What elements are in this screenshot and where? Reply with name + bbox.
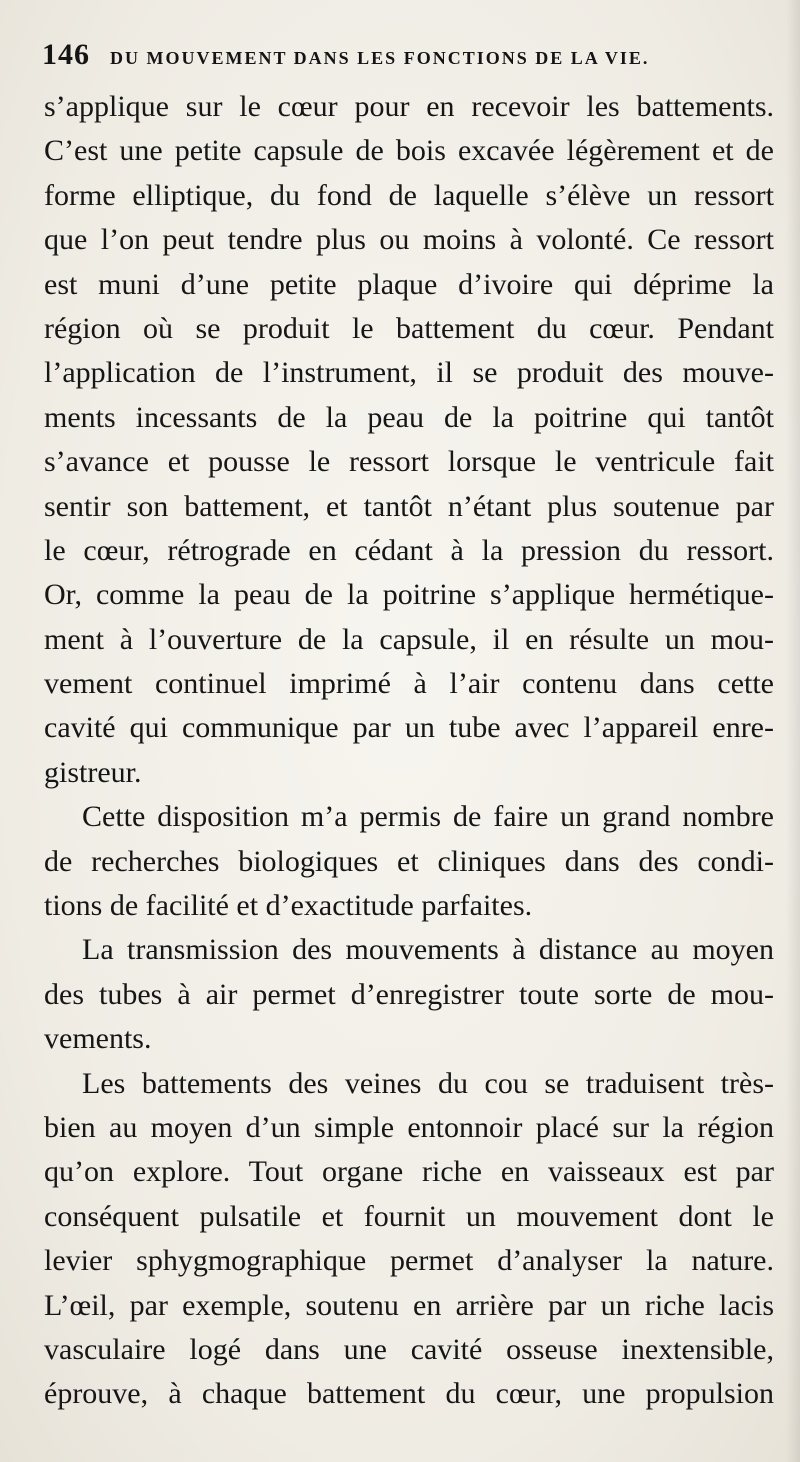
text-line: qu’on explore. Tout organe riche en vaisseaux est par [44, 1155, 774, 1189]
text-line: éprouve, à chaque battement du cœur, une propulsion [44, 1377, 774, 1411]
text-line: tions de facilité et d’exactitude parfaites. [44, 889, 533, 923]
page-edge-shadow [786, 0, 800, 1462]
text-line: des tubes à air permet d’enregistrer toute sorte de mou- [44, 977, 774, 1011]
text-line: est muni d’une petite plaque d’ivoire qui déprime la [44, 267, 774, 301]
text-line: cavité qui communique par un tube avec l’appareil enre- [44, 711, 774, 745]
text-line: s’applique sur le cœur pour en recevoir les battements. [44, 90, 774, 123]
text-line: l’application de l’instrument, il se produit des mouve- [44, 356, 774, 390]
text-line: ment à l’ouverture de la capsule, il en résulte un mou- [44, 622, 774, 656]
text-line: Or, comme la peau de la poitrine s’applique hermétique- [44, 578, 774, 612]
text-line: région où se produit le battement du cœur. Pendant [44, 311, 774, 345]
running-title: DU MOUVEMENT DANS LES FONCTIONS DE LA VIE. [110, 48, 650, 68]
text-line: de recherches biologiques et cliniques dans des condi- [44, 844, 774, 878]
text-line: s’avance et pousse le ressort lorsque le ventricule fait [44, 445, 774, 479]
text-line: ments incessants de la peau de la poitrine qui tantôt [44, 400, 774, 434]
text-line: L’œil, par exemple, soutenu en arrière par un riche lacis [44, 1288, 774, 1322]
text-line: sentir son battement, et tantôt n’étant plus soutenue par [44, 489, 774, 523]
page-number: 146 [42, 38, 90, 71]
text-line: C’est une petite capsule de bois excavée légèrement et de [44, 134, 774, 168]
body-text [44, 85, 774, 1417]
page-header [42, 38, 762, 78]
text-line: gistreur. [44, 755, 142, 789]
text-line: bien au moyen d’un simple entonnoir placé sur la région [44, 1110, 774, 1144]
text-line: vement continuel imprimé à l’air contenu dans cette [44, 667, 774, 701]
text-line: Les battements des veines du cou se traduisent très- [82, 1066, 774, 1100]
text-line: le cœur, rétrograde en cédant à la pression du ressort. [44, 533, 774, 567]
text-line: vasculaire logé dans une cavité osseuse inextensible, [44, 1332, 774, 1366]
text-line: vements. [44, 1022, 152, 1056]
text-line: forme elliptique, du fond de laquelle s’élève un ressort [44, 178, 774, 212]
text-line: que l’on peut tendre plus ou moins à volonté. Ce ressort [44, 223, 774, 257]
text-line: levier sphygmographique permet d’analyser la nature. [44, 1244, 774, 1278]
text-line: La transmission des mouvements à distance au moyen [82, 933, 774, 967]
text-line: Cette disposition m’a permis de faire un grand nombre [82, 800, 774, 834]
text-line: conséquent pulsatile et fournit un mouvement dont le [44, 1199, 774, 1233]
